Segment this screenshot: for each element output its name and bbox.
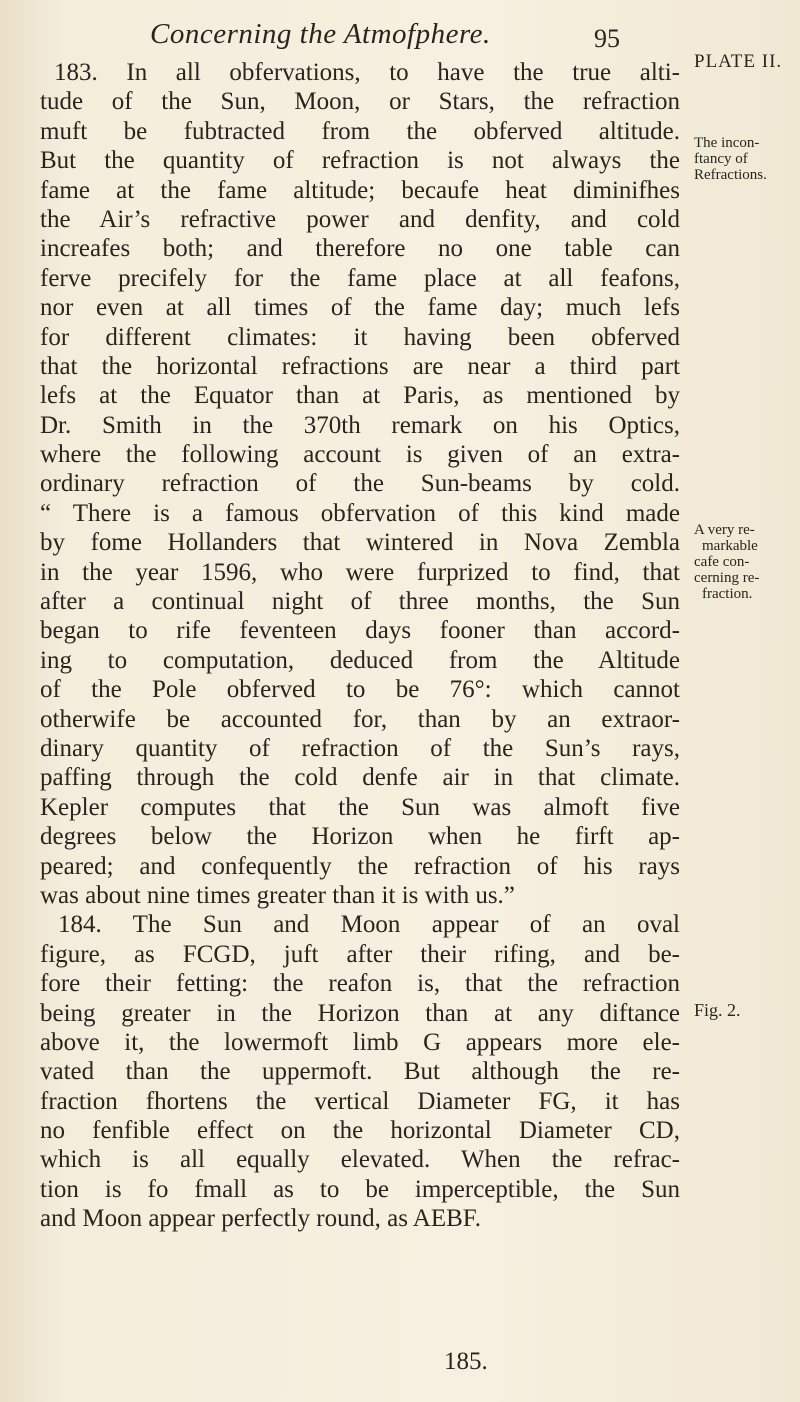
text-line: dinary quantity of refraction of the Sun’s rays, xyxy=(40,734,680,762)
text-line: above it, the lowermoft limb G appears more ele- xyxy=(40,1028,680,1056)
margin-note-line: The incon- xyxy=(694,135,760,151)
margin-note-remarkable xyxy=(694,522,800,602)
text-line: which is all equally elevated. When the refrac- xyxy=(40,1146,680,1174)
text-line: tude of the Sun, Moon, or Stars, the refraction xyxy=(40,88,680,116)
text-line: Kepler computes that the Sun was almoft five xyxy=(40,793,680,821)
margin-note-plate: PLATE II. xyxy=(694,51,783,72)
text-line: “ There is a famous obfervation of this kind made xyxy=(40,499,680,527)
text-line: began to rife feventeen days fooner than accord- xyxy=(40,617,680,645)
margin-note-figure: Fig. 2. xyxy=(694,1000,741,1020)
text-line: ferve precifely for the fame place at all feafons, xyxy=(40,264,680,292)
text-line: for different climates: it having been obferved xyxy=(40,323,680,351)
text-line: increafes both; and therefore no one table can xyxy=(40,235,680,263)
margin-note-line: Refractions. xyxy=(694,167,767,183)
page-number: 95 xyxy=(594,24,620,53)
text-line: by fome Hollanders that wintered in Nova Zembla xyxy=(40,529,680,557)
text-line: the Air’s refractive power and denfity, and cold xyxy=(40,205,680,233)
text-line: fore their fetting: the reafon is, that the refraction xyxy=(40,970,680,998)
text-line: muft be fubtracted from the obferved altitude. xyxy=(40,117,680,145)
text-line: lefs at the Equator than at Paris, as mentioned by xyxy=(40,382,680,410)
text-line: was about nine times greater than it is with us.” xyxy=(40,881,515,909)
margin-note-line: A very re- xyxy=(694,522,755,538)
text-line: after a continual night of three months, the Sun xyxy=(40,588,680,616)
text-line: where the following account is given of an extra- xyxy=(40,441,680,469)
text-line: otherwife be accounted for, than by an extraor- xyxy=(40,705,680,733)
text-line: Dr. Smith in the 370th remark on his Optics, xyxy=(40,411,680,439)
running-title: Concerning the Atmofphere. xyxy=(150,18,491,50)
margin-note-line: markable xyxy=(702,538,758,554)
margin-note-line: cerning re- xyxy=(694,570,760,586)
text-line: of the Pole obferved to be 76°: which cannot xyxy=(40,676,680,704)
text-line: fraction fhortens the vertical Diameter FG, it has xyxy=(40,1087,680,1115)
text-line: ing to computation, deduced from the Altitude xyxy=(40,646,680,674)
text-line: ordinary refraction of the Sun-beams by cold. xyxy=(40,470,680,498)
margin-note-line: cafe con- xyxy=(694,554,750,570)
text-line: tion is fo fmall as to be imperceptible, the Sun xyxy=(40,1175,680,1203)
text-line: 183. In all obfervations, to have the true alti- xyxy=(54,59,680,86)
text-line: paffing through the cold denfe air in that climate. xyxy=(40,764,680,792)
catchword: 185. xyxy=(444,1348,488,1375)
text-line: 184. The Sun and Moon appear of an oval xyxy=(58,911,680,939)
text-line: figure, as FCGD, juft after their rifing, and be- xyxy=(40,940,680,968)
text-line: no fenfible effect on the horizontal Diameter CD, xyxy=(40,1117,680,1145)
text-line: nor even at all times of the fame day; much lefs xyxy=(40,294,680,322)
margin-note-inconstancy xyxy=(694,135,800,183)
margin-note-line: ftancy of xyxy=(694,151,748,167)
text-line: peared; and confequently the refraction of his rays xyxy=(40,852,680,880)
text-line: in the year 1596, who were furprized to find, that xyxy=(40,558,680,586)
text-line: and Moon appear perfectly round, as AEBF. xyxy=(40,1205,481,1233)
text-line: degrees below the Horizon when he firft ap- xyxy=(40,823,680,851)
text-line: fame at the fame altitude; becaufe heat diminifhes xyxy=(40,176,680,204)
body-text xyxy=(40,58,680,1234)
text-line: vated than the uppermoft. But although the re- xyxy=(40,1058,680,1086)
text-line: that the horizontal refractions are near a third part xyxy=(40,352,680,380)
text-line: But the quantity of refraction is not always the xyxy=(40,147,680,175)
margin-note-line: fraction. xyxy=(702,586,753,602)
text-line: being greater in the Horizon than at any diftance xyxy=(40,999,680,1027)
